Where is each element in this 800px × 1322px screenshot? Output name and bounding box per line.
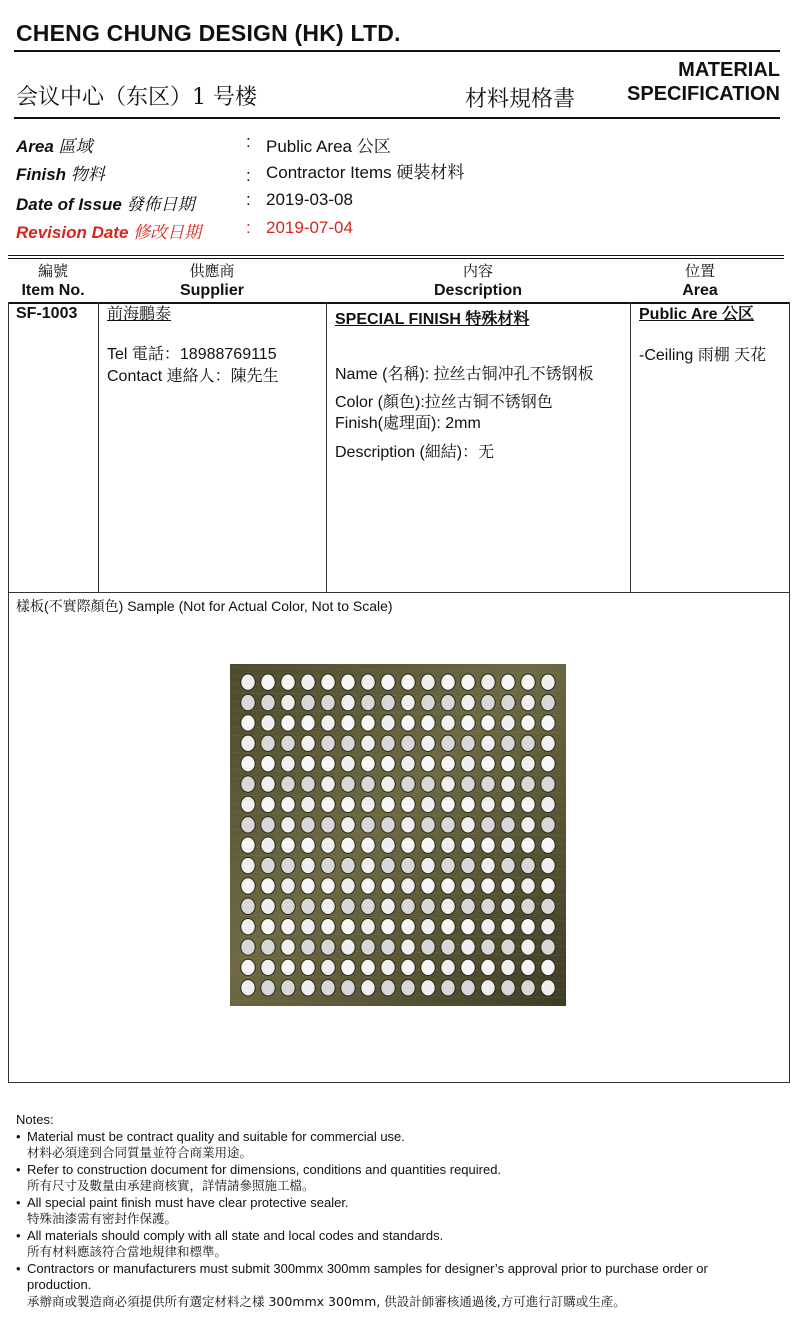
col-header-supplier-en: Supplier — [179, 282, 244, 299]
col-divider-3 — [630, 302, 631, 592]
col-header-supplier-cn: 供應商 — [189, 263, 235, 280]
header-rule-2 — [14, 117, 780, 119]
meta-row-area — [16, 132, 786, 158]
notes-title: Notes: — [16, 1112, 54, 1127]
col-header-item-en: Item No. — [21, 282, 85, 299]
meta-label-finish — [16, 160, 105, 185]
col-header-description-cn: 内容 — [462, 263, 493, 280]
col-header-area-cn: 位置 — [684, 263, 715, 280]
sample-caption: 樣板(不實際顏色) Sample (Not for Actual Color, Not to Scale) — [16, 598, 393, 614]
col-header-item — [8, 262, 98, 300]
note-5-cn: 承辦商或製造商必須提供所有選定材料之樣 300mmx 300mm, 供設計師審核通過後,方可進行訂購或生產。 — [27, 1293, 626, 1309]
meta-label-area-en: Area — [16, 137, 54, 156]
company-name: CHENG CHUNG DESIGN (HK) LTD. — [16, 20, 401, 46]
doc-type-en-line2: SPECIFICATION — [627, 83, 780, 105]
col-header-description — [326, 262, 630, 300]
col-divider-1 — [98, 302, 99, 592]
col-header-description-en: Description — [433, 282, 522, 299]
meta-label-date-issue-cn: 發佈日期 — [126, 195, 195, 215]
meta-label-revision — [16, 218, 201, 243]
meta-label-area — [16, 132, 93, 157]
col-header-supplier — [98, 262, 326, 300]
meta-colon: : — [246, 166, 251, 185]
meta-row-revision — [16, 218, 786, 244]
description-details: Description (細結)：无 — [335, 444, 495, 461]
col-divider-2 — [326, 302, 327, 592]
doc-type-en — [627, 58, 780, 106]
item-number: SF-1003 — [16, 305, 78, 322]
section-rule — [8, 255, 784, 256]
note-1-cn: 材料必須達到合同質量並符合商業用途。 — [27, 1145, 253, 1160]
description-name: Name (名稱): 拉丝古铜冲孔不锈钢板 — [335, 366, 594, 383]
area-location: -Ceiling 雨棚 天花 — [639, 347, 767, 364]
doc-type-cn: 材料規格書 — [465, 87, 576, 112]
supplier-contact: Contact 連絡人：陳先生 — [107, 368, 279, 385]
notes-section — [16, 1112, 786, 1310]
section-rule-2 — [8, 258, 784, 259]
col-header-item-cn: 編號 — [37, 263, 68, 280]
meta-row-date-issue — [16, 190, 786, 216]
note-2-cn: 所有尺寸及數量由承建商核實，詳情請參照施工檔。 — [27, 1178, 315, 1193]
meta-colon: : — [246, 190, 251, 209]
supplier-tel: Tel 電話：18988769115 — [107, 346, 277, 363]
area-title: Public Are 公区 — [639, 306, 754, 323]
meta-value-finish: Contractor Items 硬裝材料 — [266, 163, 465, 182]
meta-label-finish-en: Finish — [16, 165, 67, 184]
doc-type-en-line1: MATERIAL — [678, 59, 780, 81]
header-rule — [14, 50, 780, 52]
note-4-cn: 所有材料應該符合當地規律和標準。 — [27, 1244, 228, 1259]
meta-value-revision: 2019-07-04 — [266, 218, 353, 237]
description-finish: Finish(處理面): 2mm — [335, 415, 481, 432]
note-5-en: • Contractors or manufacturers must submit 300mmx 300mm samples for designer’s approval prior to purchase order or production. — [16, 1261, 786, 1294]
perforated-panel-graphic — [230, 664, 566, 1006]
meta-colon: : — [246, 218, 251, 237]
meta-label-revision-en: Revision Date — [16, 223, 129, 242]
meta-label-date-issue — [16, 190, 195, 215]
note-3-en: • All special paint finish must have clear protective sealer. — [16, 1195, 786, 1212]
project-title: 会议中心（东区）1 号楼 — [16, 85, 257, 110]
col-header-area — [630, 262, 770, 300]
description-title: SPECIAL FINISH 特殊材料 — [335, 311, 530, 328]
meta-row-finish — [16, 160, 786, 186]
note-4-en: • All materials should comply with all state and local codes and standards. — [16, 1228, 786, 1245]
meta-label-revision-cn: 修改日期 — [133, 223, 202, 243]
meta-value-date-issue: 2019-03-08 — [266, 190, 353, 209]
description-color: Color (顏色):拉丝古铜不锈钢色 — [335, 394, 553, 411]
note-2-en: • Refer to construction document for dimensions, conditions and quantities required. — [16, 1162, 786, 1179]
meta-label-date-issue-en: Date of Issue — [16, 195, 122, 214]
note-3-cn: 特殊油漆需有密封作保護。 — [27, 1211, 178, 1226]
supplier-name: 前海鵬泰 — [107, 306, 172, 323]
note-1-en: • Material must be contract quality and suitable for commercial use. — [16, 1129, 786, 1146]
row-divider — [8, 592, 790, 593]
meta-colon: : — [246, 132, 251, 151]
meta-label-finish-cn: 物料 — [70, 165, 105, 185]
meta-value-area: Public Area 公区 — [266, 137, 391, 156]
sample-image — [230, 664, 566, 1006]
meta-label-area-cn: 區域 — [58, 137, 93, 157]
col-header-area-en: Area — [682, 282, 718, 299]
